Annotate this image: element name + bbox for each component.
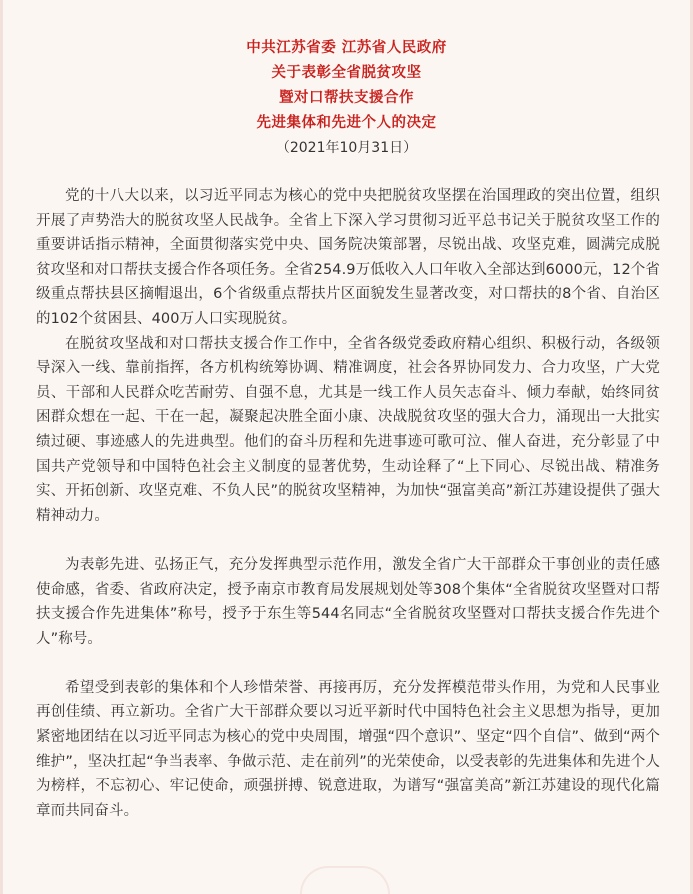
paragraph-4: 希望受到表彰的集体和个人珍惜荣誉、再接再厉，充分发挥模范带头作用，为党和人民事业再创佳绩、再立新功。全省广大干部群众要以习近平新时代中国特色社会主义思想为指导，更加紧密地团结在以习近平同志为核心的党中央周围，增强“四个意识”、坚定“四个自信”、做到“两个维护”，坚决扛起“争当表率、争做示范、走在前列”的光荣使命，以受表彰的先进集体和先进个人为榜样，不忘初心、牢记使命，顽强拼搏、锐意进取，为谱写“强富美高”新江苏建设的现代化篇章而共同奋斗。 [36, 679, 660, 819]
document-date: （2021年10月31日） [275, 140, 418, 156]
document-header [0, 36, 693, 161]
paragraph-3: 为表彰先进、弘扬正气，充分发挥典型示范作用，激发全省广大干部群众干事创业的责任感使命感，省委、省政府决定，授予南京市教育局发展规划处等308个集体“全省脱贫攻坚暨对口帮扶支援合作先进集体”称号，授予于东生等544名同志“全省脱贫攻坚暨对口帮扶支援合作先进个人”称号。 [36, 556, 660, 647]
document-body [36, 184, 660, 823]
decorative-emblem [300, 866, 390, 894]
decision-title-line-3: 先进集体和先进个人的决定 [256, 115, 437, 131]
paragraph-2: 在脱贫攻坚战和对口帮扶支援合作工作中，全省各级党委政府精心组织、积极行动，各级领导深入一线、靠前指挥，各方机构统筹协调、精准调度，社会各界协同发力、合力攻坚，广大党员、干部和人民群众吃苦耐劳、自强不息，尤其是一线工作人员矢志奋斗、倾力奉献，始终同贫困群众想在一起、干在一起，凝聚起决胜全面小康、决战脱贫攻坚的强大合力，涌现出一大批实绩过硬、事迹感人的先进典型。他们的奋斗历程和先进事迹可歌可泣、催人奋进，充分彰显了中国共产党领导和中国特色社会主义制度的显著优势，生动诠释了“上下同心、尽锐出战、精准务实、开拓创新、攻坚克难、不负人民”的脱贫攻坚精神，为加快“强富美高”新江苏建设提供了强大精神动力。 [36, 335, 660, 524]
decision-title-line-1: 关于表彰全省脱贫攻坚 [271, 65, 422, 81]
decision-title-line-2: 暨对口帮扶支援合作 [279, 90, 414, 106]
issuer-title: 中共江苏省委 江苏省人民政府 [246, 40, 447, 56]
paragraph-1: 党的十八大以来，以习近平同志为核心的党中央把脱贫攻坚摆在治国理政的突出位置，组织开展了声势浩大的脱贫攻坚人民战争。全省上下深入学习贯彻习近平总书记关于脱贫攻坚工作的重要讲话指示精神，全面贯彻落实党中央、国务院决策部署，尽锐出战、攻坚克难，圆满完成脱贫攻坚和对口帮扶支援合作各项任务。全省254.9万低收入人口年收入全部达到6000元，12个省级重点帮扶县区摘帽退出，6个省级重点帮扶片区面貌发生显著改变，对口帮扶的8个省、自治区的102个贫困县、400万人口实现脱贫。 [36, 188, 660, 327]
